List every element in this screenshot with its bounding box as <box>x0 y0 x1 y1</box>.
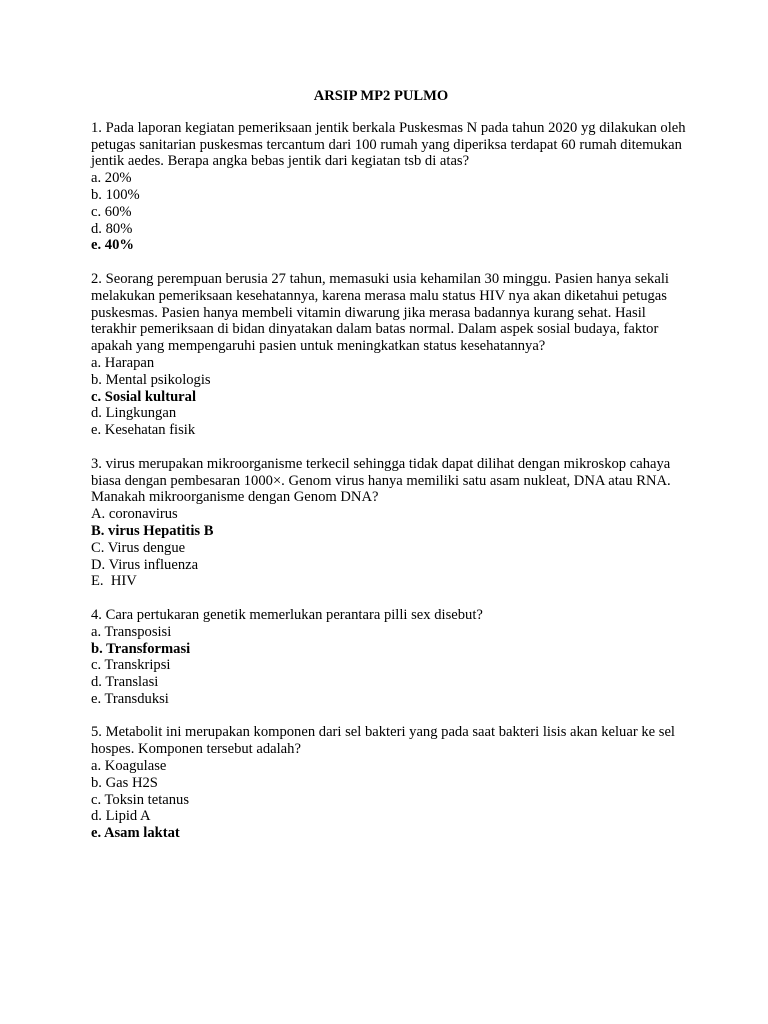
answer-option: E. HIV <box>91 573 137 590</box>
question-stem: 1. Pada laporan kegiatan pemeriksaan jentik berkala Puskesmas N pada tahun 2020 yg dilakukan oleh petugas sanitarian puskesmas tercantum dari 100 rumah yang diperiksa terdapat 60 rumah ditemukan jentik aedes. Berapa angka bebas jentik dari kegiatan tsb di atas? <box>91 119 686 170</box>
question-1 <box>91 120 691 254</box>
answer-option: c. Toksin tetanus <box>91 791 190 808</box>
answer-option: b. Gas H2S <box>91 774 158 791</box>
answer-option: d. 80% <box>91 220 133 237</box>
answer-option: d. Lipid A <box>91 808 151 825</box>
answer-option: b. Mental psikologis <box>91 371 211 388</box>
answer-option: e. Transduksi <box>91 690 169 707</box>
question-stem: 5. Metabolit ini merupakan komponen dari sel bakteri yang pada saat bakteri lisis akan keluar ke sel hospes. Komponen tersebut adalah? <box>91 724 675 758</box>
question-stem: 2. Seorang perempuan berusia 27 tahun, memasuki usia kehamilan 30 minggu. Pasien hanya sekali melakukan pemeriksaan kesehatannya, karena merasa malu status HIV nya akan diketahui petugas puskesmas. Pasien hanya membeli vitamin diwarung jika merasa badannya kurang sehat. Hasil terakhir pemeriksaan di bidan dinyatakan dalam batas normal. Dalam aspek sosial budaya, faktor apakah yang mempengaruhi pasien untuk meningkatkan status kesehatannya? <box>91 270 669 355</box>
document-title: ARSIP MP2 PULMO <box>313 88 449 104</box>
question-stem: 4. Cara pertukaran genetik memerlukan perantara pilli sex disebut? <box>91 606 483 623</box>
answer-option: a. Koagulase <box>91 758 167 775</box>
question-5 <box>91 724 691 842</box>
answer-option: e. 40% <box>91 237 134 254</box>
answer-option: d. Lingkungan <box>91 405 177 422</box>
answer-option: A. coronavirus <box>91 506 178 523</box>
answer-option: c. Transkripsi <box>91 657 171 674</box>
answer-option: D. Virus influenza <box>91 556 199 573</box>
answer-option: d. Translasi <box>91 674 159 691</box>
answer-option: c. Sosial kultural <box>91 388 197 405</box>
question-3 <box>91 456 691 590</box>
document-page <box>91 88 691 859</box>
answer-option: C. Virus dengue <box>91 539 186 556</box>
answer-option: b. 100% <box>91 186 140 203</box>
question-2 <box>91 271 691 439</box>
answer-option: a. 20% <box>91 170 132 187</box>
answer-option: c. 60% <box>91 203 132 220</box>
question-stem: 3. virus merupakan mikroorganisme terkecil sehingga tidak dapat dilihat dengan mikroskop cahaya biasa dengan pembesaran 1000×. Genom virus hanya memiliki satu asam nukleat, DNA atau RNA. Manakah mikroorganisme dengan Genom DNA? <box>91 455 671 506</box>
question-4 <box>91 607 691 708</box>
answer-option: a. Transposisi <box>91 623 172 640</box>
answer-option: a. Harapan <box>91 354 155 371</box>
answer-option: e. Kesehatan fisik <box>91 422 196 439</box>
answer-option: e. Asam laktat <box>91 825 180 842</box>
answer-option: B. virus Hepatitis B <box>91 522 214 539</box>
answer-option: b. Transformasi <box>91 640 191 657</box>
